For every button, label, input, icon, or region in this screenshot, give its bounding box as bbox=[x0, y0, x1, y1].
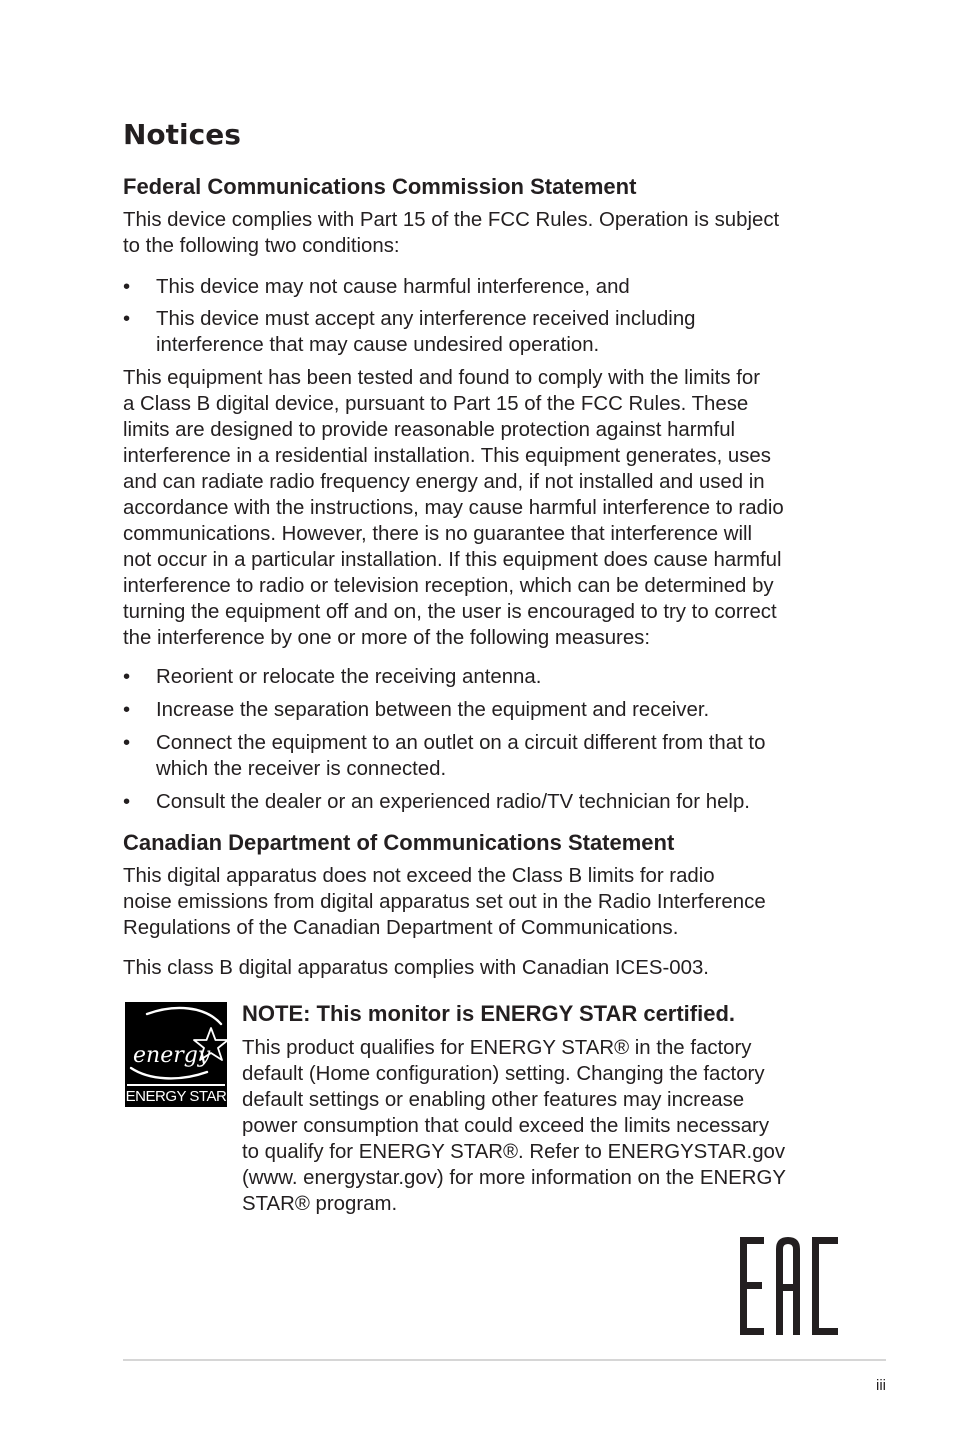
list-item bbox=[123, 697, 843, 723]
list-item-text: which the receiver is connected. bbox=[156, 758, 447, 780]
fcc-body-line: This equipment has been tested and found to comply with the limits for bbox=[123, 367, 760, 389]
fcc-body-line: limits are designed to provide reasonable protection against harmful bbox=[123, 419, 736, 441]
energy-star-body-line: power consumption that could exceed the limits necessary bbox=[242, 1115, 770, 1137]
fcc-intro-line: to the following two conditions: bbox=[123, 235, 400, 257]
energy-star-body-line: (www. energystar.gov) for more information on the ENERGY bbox=[242, 1167, 786, 1189]
list-item-text: Consult the dealer or an experienced radio/TV technician for help. bbox=[156, 791, 750, 813]
bullet-icon: • bbox=[123, 276, 131, 298]
bullet-icon: • bbox=[123, 732, 131, 754]
list-item-text: Increase the separation between the equipment and receiver. bbox=[156, 699, 710, 721]
energy-star-swoosh-icon bbox=[125, 1002, 227, 1086]
fcc-body bbox=[123, 365, 843, 651]
fcc-body-line: turning the equipment off and on, the user is encouraged to try to correct bbox=[123, 601, 777, 623]
fcc-body-line: not occur in a particular installation. If this equipment does cause harmful bbox=[123, 549, 782, 571]
fcc-body-line: and can radiate radio frequency energy and, if not installed and used in bbox=[123, 471, 765, 493]
fcc-intro bbox=[123, 207, 843, 259]
list-item-text: This device may not cause harmful interference, and bbox=[156, 276, 630, 298]
fcc-heading: Federal Communications Commission Statement bbox=[123, 174, 637, 199]
energy-star-label: ENERGY STAR bbox=[125, 1088, 227, 1105]
energy-star-divider bbox=[127, 1084, 225, 1086]
fcc-intro-line: This device complies with Part 15 of the FCC Rules. Operation is subject bbox=[123, 209, 780, 231]
page-title: Notices bbox=[123, 118, 241, 151]
fcc-body-line: accordance with the instructions, may cause harmful interference to radio bbox=[123, 497, 784, 519]
energy-star-note-heading: NOTE: This monitor is ENERGY STAR certified. bbox=[242, 1001, 736, 1026]
list-item-text: interference that may cause undesired operation. bbox=[156, 334, 600, 356]
list-item-text: Reorient or relocate the receiving antenna. bbox=[156, 666, 542, 688]
canada-heading: Canadian Department of Communications Statement bbox=[123, 830, 675, 855]
fcc-body-line: the interference by one or more of the following measures: bbox=[123, 627, 651, 649]
fcc-body-line: interference to radio or television reception, which can be determined by bbox=[123, 575, 774, 597]
eac-mark-icon bbox=[740, 1237, 840, 1337]
list-item bbox=[123, 730, 843, 782]
energy-star-body bbox=[242, 1035, 842, 1217]
canada-para-line: noise emissions from digital apparatus set out in the Radio Interference bbox=[123, 891, 766, 913]
footer-divider bbox=[123, 1359, 886, 1361]
list-item bbox=[123, 306, 843, 358]
energy-star-script: energy bbox=[133, 1043, 211, 1068]
canada-para-2: This class B digital apparatus complies with Canadian ICES-003. bbox=[123, 957, 709, 979]
energy-star-body-line: to qualify for ENERGY STAR®. Refer to ENERGYSTAR.gov bbox=[242, 1141, 786, 1163]
page-number: iii bbox=[876, 1377, 886, 1394]
fcc-body-line: a Class B digital device, pursuant to Part 15 of the FCC Rules. These bbox=[123, 393, 749, 415]
list-item-text: This device must accept any interference received including bbox=[156, 308, 696, 330]
energy-star-body-line: STAR® program. bbox=[242, 1193, 398, 1215]
list-item bbox=[123, 789, 843, 815]
canada-para-1 bbox=[123, 863, 843, 941]
energy-star-logo bbox=[125, 1002, 227, 1107]
bullet-icon: • bbox=[123, 666, 131, 688]
fcc-conditions-list bbox=[123, 274, 843, 358]
energy-star-body-line: default settings or enabling other features may increase bbox=[242, 1089, 745, 1111]
canada-para-line: This digital apparatus does not exceed the Class B limits for radio bbox=[123, 865, 715, 887]
bullet-icon: • bbox=[123, 791, 131, 813]
energy-star-body-line: default (Home configuration) setting. Changing the factory bbox=[242, 1063, 765, 1085]
bullet-icon: • bbox=[123, 308, 131, 330]
list-item bbox=[123, 274, 843, 300]
canada-para-line: Regulations of the Canadian Department of Communications. bbox=[123, 917, 679, 939]
fcc-body-line: communications. However, there is no guarantee that interference will bbox=[123, 523, 753, 545]
fcc-body-line: interference in a residential installation. This equipment generates, uses bbox=[123, 445, 771, 467]
list-item-text: Connect the equipment to an outlet on a circuit different from that to bbox=[156, 732, 766, 754]
list-item bbox=[123, 664, 843, 690]
bullet-icon: • bbox=[123, 699, 131, 721]
fcc-measures-list bbox=[123, 664, 843, 815]
energy-star-body-line: This product qualifies for ENERGY STAR® in the factory bbox=[242, 1037, 752, 1059]
